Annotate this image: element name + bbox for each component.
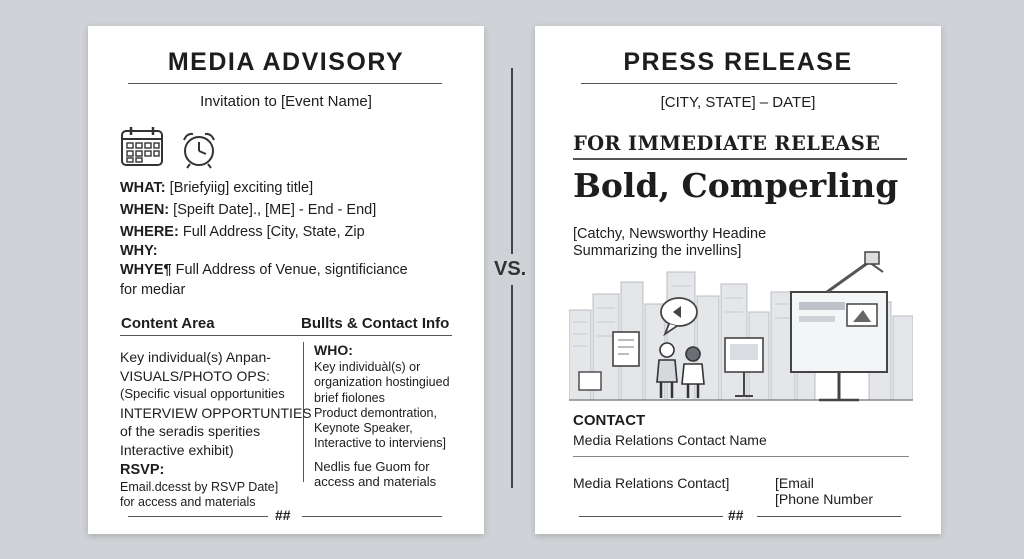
bullet-line: Key individuàl(s) or	[314, 360, 421, 374]
subheadline-line: Summarizing the invellins]	[573, 243, 742, 259]
bullets-footer-2: access and materials	[314, 474, 437, 489]
rsvp-text: Email.dcesst by RSVP Date]	[120, 480, 279, 494]
end-rule-right	[302, 516, 442, 517]
media-advisory-sheet	[88, 26, 484, 534]
bullet-line: brief fiolones	[314, 390, 385, 405]
contact-label: CONTACT	[573, 412, 646, 429]
calendar-icon	[120, 126, 166, 173]
contact-name: Media Relations Contact Name	[573, 432, 767, 448]
immediate-release-label: FOR IMMEDIATE RELEASE	[573, 132, 881, 155]
bullet-line: organization hostingiued	[314, 375, 450, 390]
contact-rule	[573, 456, 909, 457]
fact-why: WHY:	[120, 243, 158, 259]
bullets-footer: Nedlis fue Guom for	[314, 459, 430, 474]
content-line: Key individual(s) Anpan-	[120, 349, 271, 365]
rsvp-text-2: for access and materials	[120, 495, 256, 509]
immediate-rule	[573, 158, 907, 160]
vs-label: VS.	[494, 254, 526, 285]
fact-when: WHEN: [Speift Date]., [ME] - End - End]	[120, 202, 377, 218]
content-line: INTERVIEW OPPORTUNTIES	[120, 404, 312, 421]
advisory-subtitle: Invitation to [Event Name]	[200, 93, 372, 110]
alarm-clock-icon	[180, 129, 218, 174]
content-line: of the seradis sperities	[120, 423, 261, 439]
release-title: PRESS RELEASE	[623, 48, 853, 76]
content-area-body	[120, 348, 312, 459]
end-mark: ##	[728, 507, 744, 523]
fact-what: WHAT: [Briefyiig] exciting title]	[120, 180, 314, 196]
bullets-heading: Bullts & Contact Info	[301, 315, 450, 332]
end-rule-left	[128, 516, 268, 517]
fact-whye: WHYE¶ Full Address of Venue, signtificiance	[120, 262, 408, 278]
bullet-line: Product demontration,	[314, 405, 437, 420]
headline: Bold, Comperling	[573, 166, 899, 205]
fact-continuation: for mediar	[120, 282, 186, 298]
end-mark: ##	[275, 507, 291, 523]
end-rule-right	[757, 516, 901, 517]
fact-where: WHERE: Full Address [City, State, Zip	[120, 224, 365, 240]
contact-email: [Email	[775, 475, 814, 491]
dateline: [CITY, STATE] – DATE]	[660, 94, 816, 111]
rsvp-label: RSVP:	[120, 462, 165, 478]
content-line: VISUALS/PHOTO OPS:	[120, 367, 270, 384]
advisory-title: MEDIA ADVISORY	[167, 48, 405, 76]
title-divider	[128, 83, 442, 84]
bullet-line: Keynote Speaker,	[314, 421, 413, 436]
bullet-line: Interactive to interviens]	[314, 436, 447, 451]
title-divider	[581, 83, 897, 84]
column-header-rule	[120, 335, 452, 336]
city-event-illustration	[569, 232, 913, 413]
content-line: (Specific visual opportunities	[120, 386, 285, 401]
bullets-body	[314, 360, 450, 452]
content-line: Interactive exhibit)	[120, 441, 234, 458]
who-label: WHO:	[314, 342, 353, 358]
contact-phone: [Phone Number	[775, 491, 874, 507]
content-area-heading: Content Area	[121, 315, 215, 332]
end-rule-left	[579, 516, 723, 517]
subheadline-line: [Catchy, Newsworthy Headine	[573, 226, 767, 242]
contact-relations: Media Relations Contact]	[573, 475, 730, 491]
press-release-sheet	[535, 26, 941, 534]
